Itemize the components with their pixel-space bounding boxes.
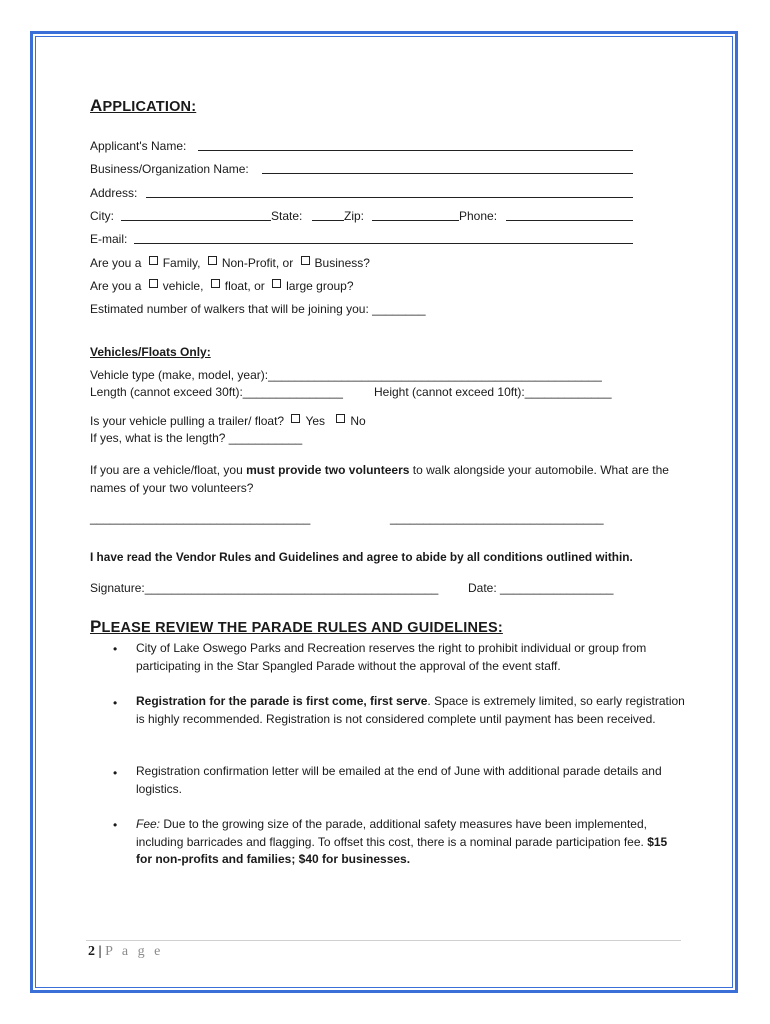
business-checkbox[interactable] [301, 256, 310, 265]
email-label: E-mail: [90, 232, 128, 246]
rule-item-4: Fee: Due to the growing size of the parade, additional safety measures have been implemented, including barricades and flagging. To offset this cost, there is a nominal parade participation fee. $15 for non-profits and families; $40 for businesses. [136, 817, 668, 866]
large-group-checkbox[interactable] [272, 279, 281, 288]
phone-field[interactable] [506, 220, 633, 221]
walkers-row [90, 302, 426, 316]
float-label: float, or [224, 279, 265, 293]
page-footer [88, 944, 163, 960]
vehicle-type-field[interactable]: Vehicle type (make, model, year):__________________________________________________ [90, 368, 602, 382]
address-field[interactable] [146, 197, 633, 198]
bullet-4-marker: • [113, 818, 118, 832]
vehicle-label: vehicle, [162, 279, 204, 293]
city-label: City: [90, 209, 114, 223]
zip-label: Zip: [344, 209, 365, 223]
nonprofit-checkbox[interactable] [208, 256, 217, 265]
vehicles-heading: Vehicles/Floats Only: [90, 345, 211, 359]
walkers-label: Estimated number of walkers that will be joining you: [90, 302, 369, 316]
page-word: P a g e [105, 944, 164, 959]
entry-type-row [90, 279, 354, 293]
are-you-a-label-2: Are you a [90, 279, 142, 293]
email-field[interactable] [134, 243, 633, 244]
applicant-name-label: Applicant's Name: [90, 139, 187, 153]
city-field[interactable] [121, 220, 271, 221]
state-field[interactable] [312, 220, 344, 221]
footer-rule [86, 940, 681, 941]
trailer-label: Is your vehicle pulling a trailer/ float? [90, 414, 285, 428]
height-field[interactable]: Height (cannot exceed 10ft):_____________ [374, 385, 612, 399]
are-you-a-label: Are you a [90, 256, 142, 270]
walkers-field[interactable]: ________ [372, 302, 426, 316]
bullet-2-marker: • [113, 696, 118, 710]
vehicle-checkbox[interactable] [149, 279, 158, 288]
business-option-label: Business? [314, 256, 370, 270]
family-label: Family, [162, 256, 201, 270]
state-label: State: [271, 209, 303, 223]
address-label: Address: [90, 186, 138, 200]
zip-field[interactable] [372, 220, 459, 221]
trailer-yes-checkbox[interactable] [291, 414, 300, 423]
large-group-label: large group? [286, 279, 354, 293]
trailer-no-label: No [350, 414, 366, 428]
applicant-name-field[interactable] [198, 150, 633, 151]
participant-type-row [90, 256, 370, 270]
signature-field[interactable]: Signature:____________________________________________ [90, 581, 439, 595]
phone-label: Phone: [459, 209, 498, 223]
bullet-3-marker: • [113, 766, 118, 780]
rule-item-2: Registration for the parade is first come, first serve. Space is extremely limited, so early registration is highly recommended. Registration is not considered complete until payment has been received. [136, 694, 685, 726]
date-field[interactable]: Date: _________________ [468, 581, 614, 595]
agreement-statement: I have read the Vendor Rules and Guidelines and agree to abide by all conditions outlined within. [90, 550, 633, 564]
trailer-no-checkbox[interactable] [336, 414, 345, 423]
trailer-length-field[interactable]: If yes, what is the length? ___________ [90, 431, 303, 445]
rules-heading: PLEASE REVIEW THE PARADE RULES AND GUIDELINES: [90, 617, 503, 636]
business-name-field[interactable] [262, 173, 633, 174]
volunteers-instructions: If you are a vehicle/float, you must provide two volunteers to walk alongside your automobile. What are the names of your two volunteers? [90, 463, 669, 495]
business-name-label: Business/Organization Name: [90, 162, 249, 176]
family-checkbox[interactable] [149, 256, 158, 265]
nonprofit-label: Non-Profit, or [221, 256, 294, 270]
float-checkbox[interactable] [211, 279, 220, 288]
volunteer-1-field[interactable]: _________________________________ [90, 511, 311, 525]
page-separator: | [98, 944, 102, 959]
volunteer-2-field[interactable]: ________________________________ [390, 511, 604, 525]
trailer-row [90, 414, 366, 428]
rule-item-1: City of Lake Oswego Parks and Recreation reserves the right to prohibit individual or group from participating in the Star Spangled Parade without the approval of the event staff. [136, 641, 647, 673]
application-heading: APPLICATION: [90, 96, 197, 115]
trailer-yes-label: Yes [305, 414, 326, 428]
bullet-1-marker: • [113, 642, 118, 656]
rule-item-3: Registration confirmation letter will be emailed at the end of June with additional parade details and logistics. [136, 764, 662, 796]
page-number: 2 [88, 944, 95, 959]
length-field[interactable]: Length (cannot exceed 30ft):_______________ [90, 385, 343, 399]
